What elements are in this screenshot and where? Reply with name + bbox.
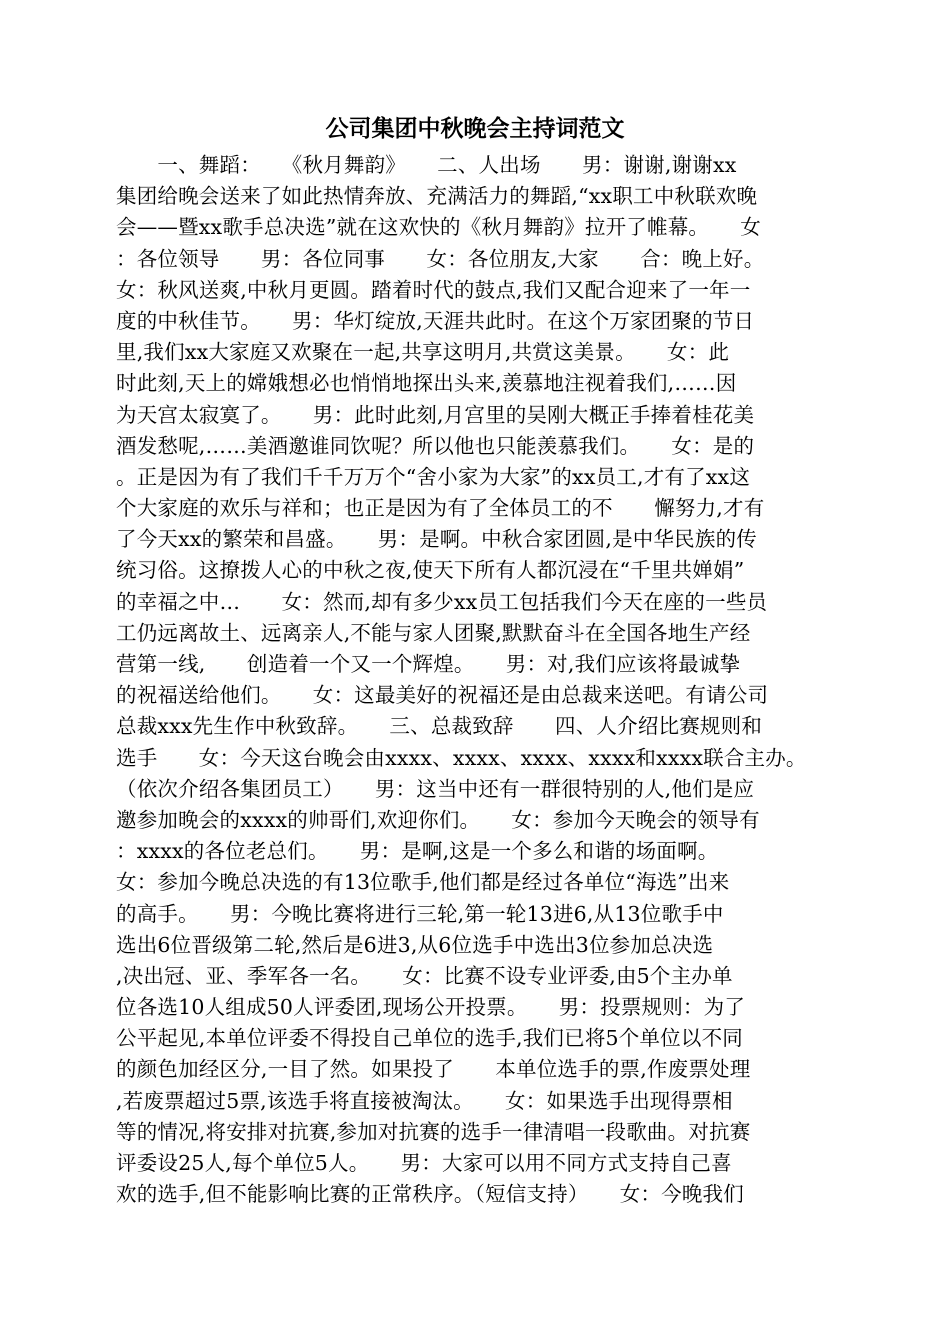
body-line: 等的情况,将安排对抗赛,参加对抗赛的选手一律清唱一段歌曲。对抗赛 (116, 1119, 751, 1144)
body-line: 度的中秋佳节。 男：华灯绽放,天涯共此时。在这个万家团聚的节日 (116, 308, 755, 333)
body-line: 邀参加晚会的xxxx的帅哥们,欢迎你们。 女：参加今天晚会的领导有 (116, 807, 760, 832)
body-line: 女：秋风送爽,中秋月更圆。踏着时代的鼓点,我们又配合迎来了一年一 (116, 277, 751, 302)
body-line: （依次介绍各集团员工） 男：这当中还有一群很特别的人,他们是应 (116, 776, 755, 801)
body-line: ：xxxx的各位老总们。 男：是啊,这是一个多么和谐的场面啊。 (116, 839, 719, 864)
body-line: 的祝福送给他们。 女：这最美好的祝福还是由总裁来送吧。有请公司 (116, 683, 769, 708)
body-line: 里,我们xx大家庭又欢聚在一起,共享这明月,共赏这美景。 女：此 (116, 340, 730, 365)
body-line: 公平起见,本单位评委不得投自己单位的选手,我们已将5个单位以不同 (116, 1026, 743, 1051)
body-line: 会——暨xx歌手总决选”就在这欢快的《秋月舞韵》拉开了帷幕。 女 (116, 215, 761, 240)
body-line: 的高手。 男：今晚比赛将进行三轮,第一轮13进6,从13位歌手中 (116, 901, 724, 926)
body-line: 集团给晚会送来了如此热情奔放、充满活力的舞蹈,“xx职工中秋联欢晚 (116, 184, 758, 209)
body-line: 总裁xxx先生作中秋致辞。 三、总裁致辞 四、人介绍比赛规则和 (116, 714, 763, 739)
document-title: 公司集团中秋晚会主持词范文 (325, 116, 625, 142)
body-line: 时此刻,天上的嫦娥想必也悄悄地探出头来,羡慕地注视着我们,……因 (116, 371, 737, 396)
body-line: ：各位领导 男：各位同事 女：各位朋友,大家 合：晚上好。 (116, 246, 765, 271)
body-line: ,决出冠、亚、季军各一名。 女：比赛不设专业评委,由5个主办单 (116, 963, 733, 988)
body-line: 的颜色加经区分,一目了然。如果投了 本单位选手的票,作废票处理 (116, 1057, 751, 1082)
body-line: 了今天xx的繁荣和昌盛。 男：是啊。中秋合家团圆,是中华民族的传 (116, 527, 757, 552)
body-line: ,若废票超过5票,该选手将直接被淘汰。 女：如果选手出现得票相 (116, 1088, 733, 1113)
body-line: 选出6位晋级第二轮,然后是6进3,从6位选手中选出3位参加总决选 (116, 932, 714, 957)
body-line: 个大家庭的欢乐与祥和；也正是因为有了全体员工的不 懈努力,才有 (116, 496, 765, 521)
body-line: 评委设25人,每个单位5人。 男：大家可以用不同方式支持自己喜 (116, 1151, 732, 1175)
document-body (116, 150, 832, 1210)
body-line: 欢的选手,但不能影响比赛的正常秩序。（短信支持） 女：今晚我们 (116, 1182, 744, 1207)
body-line: 酒发愁呢,……美酒邀谁同饮呢？所以他也只能羡慕我们。 女：是的 (116, 433, 755, 458)
body-line: 一、舞蹈： 《秋月舞韵》 二、人出场 男：谢谢,谢谢xx (116, 153, 737, 177)
body-line: 的幸福之中… 女：然而,却有多少xx员工包括我们今天在座的一些员 (116, 589, 768, 614)
body-line: 为天宫太寂寞了。 男：此时此刻,月宫里的吴刚大概正手捧着桂花美 (116, 402, 755, 427)
body-line: 统习俗。这撩拨人心的中秋之夜,使天下所有人都沉浸在“千里共婵娟” (116, 558, 745, 583)
body-line: 位各选10人组成50人评委团,现场公开投票。 男：投票规则：为了 (116, 995, 746, 1020)
body-line: 女：参加今晚总决选的有13位歌手,他们都是经过各单位“海选”出来 (116, 870, 730, 895)
body-line: 工仍远离故土、远离亲人,不能与家人团聚,默默奋斗在全国各地生产经 (116, 620, 751, 645)
body-line: 营第一线, 创造着一个又一个辉煌。 男：对,我们应该将最诚挚 (116, 652, 741, 676)
body-line: 选手 女：今天这台晚会由xxxx、xxxx、xxxx、xxxx和xxxx联合主办。 (116, 745, 807, 770)
body-line: 。正是因为有了我们千千万万个“舍小家为大家”的xx员工,才有了xx这 (116, 464, 751, 489)
